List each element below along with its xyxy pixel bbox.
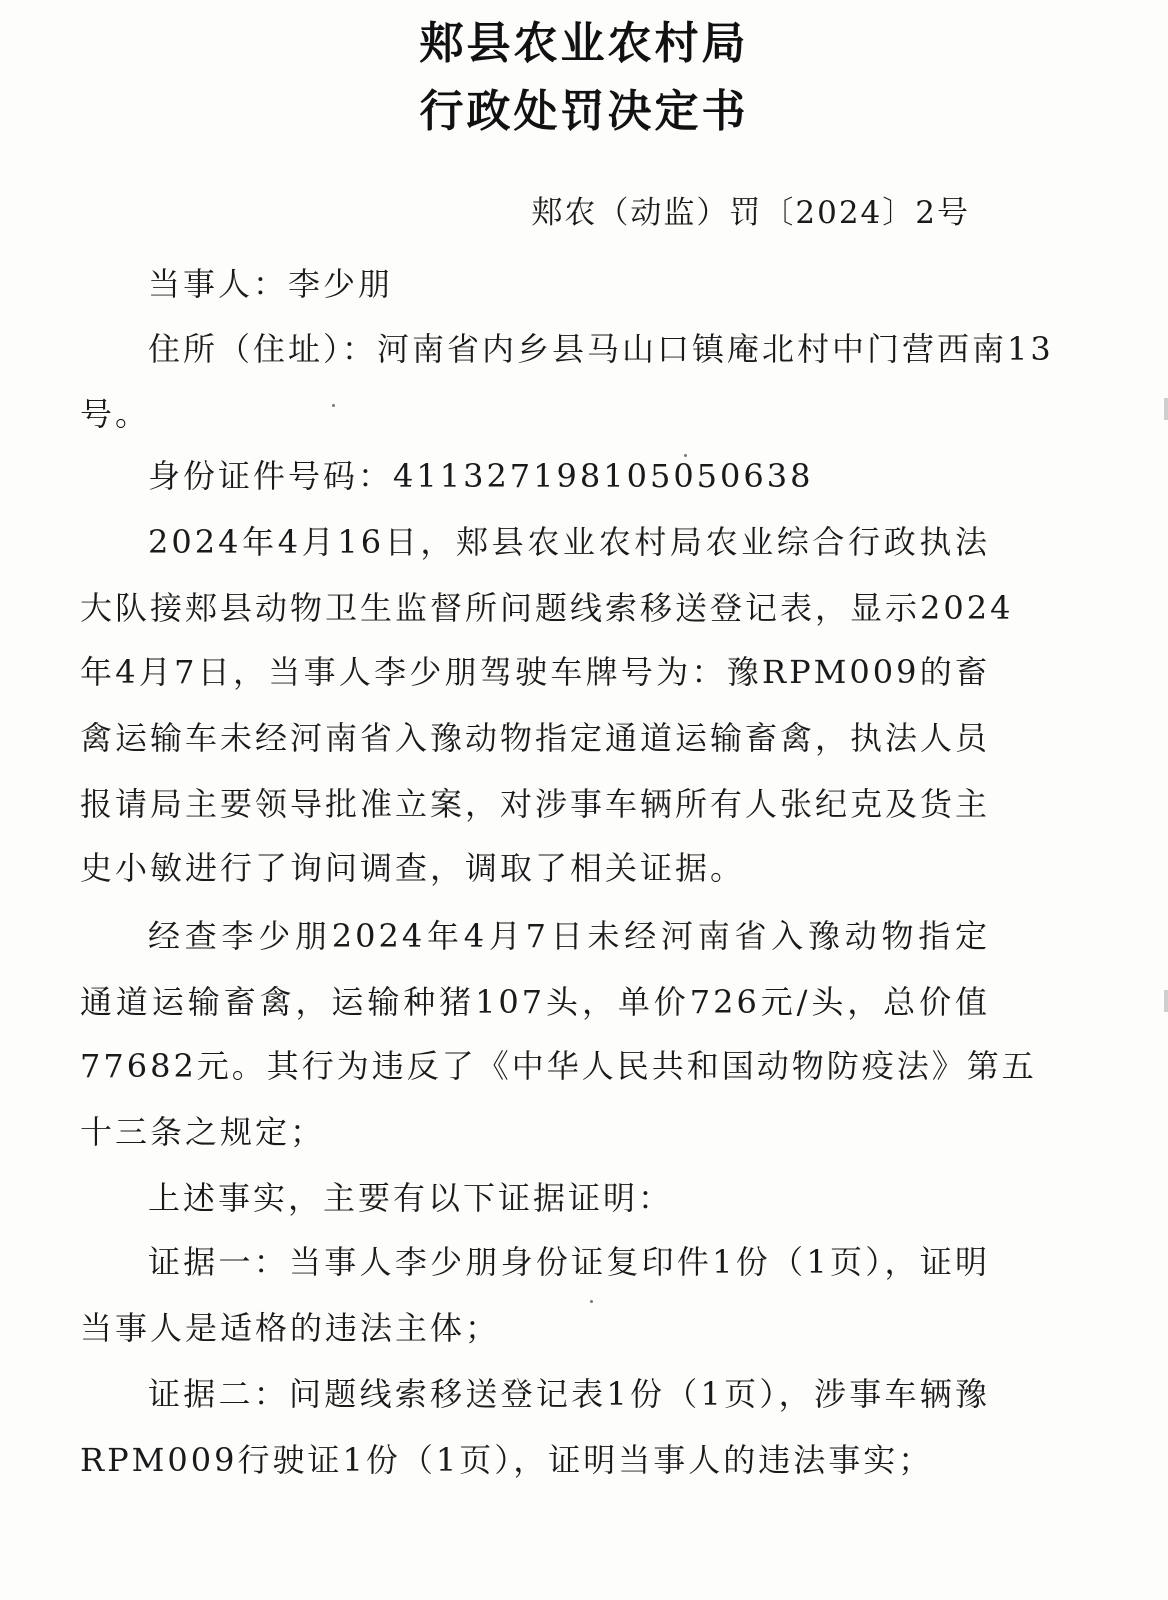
document-number: 郏农（动监）罚〔2024〕2号 — [531, 195, 970, 231]
scan-speck — [332, 404, 335, 407]
body-paragraph-line: 经查李少朋2024年4月7日未经河南省入豫动物指定 — [148, 917, 990, 955]
scan-speck — [684, 454, 687, 457]
evidence-item-line: 证据二：问题线索移送登记表1份（1页），涉事车辆豫 — [148, 1375, 990, 1413]
document-title-agency: 郏县农业农村局 — [419, 18, 749, 69]
party-name-line: 当事人：李少朋 — [148, 265, 394, 303]
evidence-item-line: 当事人是适格的违法主体； — [80, 1309, 501, 1347]
body-paragraph-line: 年4月7日，当事人李少朋驾驶车牌号为：豫RPM009的畜 — [80, 653, 990, 691]
body-paragraph-line: 77682元。其行为违反了《中华人民共和国动物防疫法》第五 — [80, 1047, 1037, 1085]
address-line: 住所（住址）：河南省内乡县马山口镇庵北村中门营西南13 — [148, 330, 1054, 368]
body-paragraph-line: 2024年4月16日，郏县农业农村局农业综合行政执法 — [148, 523, 990, 561]
evidence-item-line: RPM009行驶证1份（1页），证明当事人的违法事实； — [80, 1441, 934, 1479]
body-paragraph-line: 报请局主要领导批准立案，对涉事车辆所有人张纪克及货主 — [80, 785, 991, 823]
scan-edge-mark — [1164, 398, 1168, 420]
body-paragraph-line: 史小敏进行了询问调查，调取了相关证据。 — [80, 849, 746, 887]
scan-edge-mark — [1164, 990, 1168, 1012]
evidence-item-line: 证据一：当事人李少朋身份证复印件1份（1页），证明 — [148, 1243, 990, 1281]
body-paragraph-line: 禽运输车未经河南省入豫动物指定通道运输畜禽，执法人员 — [80, 719, 991, 757]
scan-speck — [590, 1300, 593, 1303]
body-paragraph-line: 十三条之规定； — [80, 1113, 326, 1151]
id-number-line: 身份证件号码：411327198105050638 — [148, 457, 814, 495]
address-line-cont: 号。 — [80, 395, 151, 433]
body-paragraph-line: 通道运输畜禽，运输种猪107头，单价726元/头，总价值 — [80, 983, 990, 1021]
document-title-type: 行政处罚决定书 — [419, 86, 749, 137]
evidence-intro-line: 上述事实，主要有以下证据证明： — [148, 1179, 674, 1217]
body-paragraph-line: 大队接郏县动物卫生监督所问题线索移送登记表，显示2024 — [80, 589, 1014, 627]
